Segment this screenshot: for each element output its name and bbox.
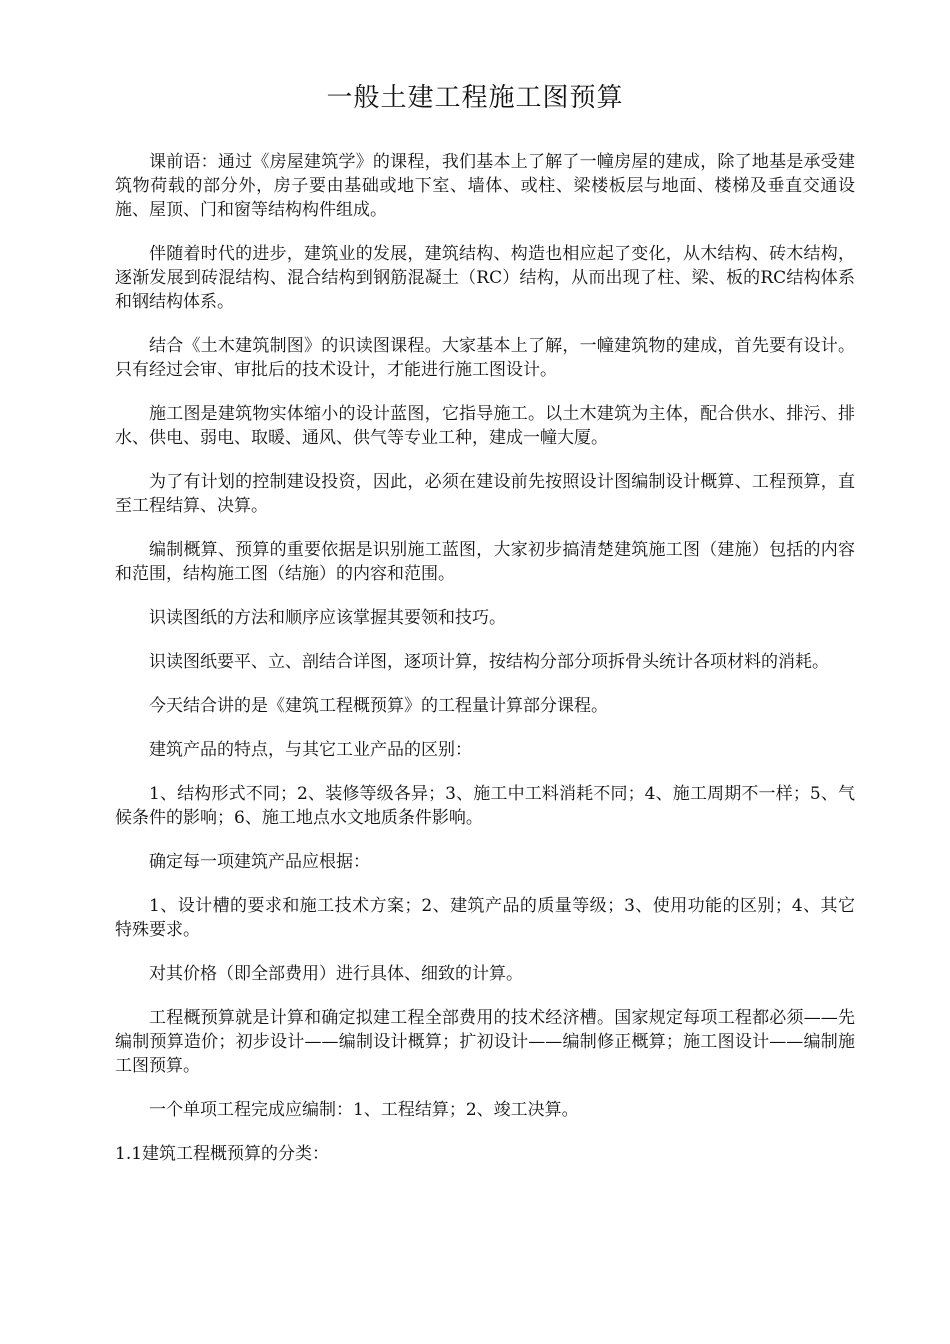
paragraph-settlement: 一个单项工程完成应编制：1、工程结算；2、竣工决算。 — [149, 1100, 579, 1120]
paragraph-construction-drawings: 施工图是建筑物实体缩小的设计蓝图，它指导施工。以土木建筑为主体，配合供水、排污、排水、供电、弱电、取暖、通风、供气等专业工种，建成一幢大厦。 — [115, 404, 855, 448]
paragraph-course-topic: 今天结合讲的是《建筑工程概预算》的工程量计算部分课程。 — [149, 696, 608, 716]
paragraph-budget-basis: 编制概算、预算的重要依据是识别施工蓝图，大家初步搞清楚建筑施工图（建施）包括的内容和范围，结构施工图（结施）的内容和范围。 — [115, 540, 855, 584]
section-heading: 1.1建筑工程概预算的分类： — [115, 1144, 330, 1164]
paragraph-structure-evolution: 伴随着时代的进步，建筑业的发展，建筑结构、构造也相应起了变化，从木结构、砖木结构，逐渐发展到砖混结构、混合结构到钢筋混凝土（RC）结构，从而出现了柱、梁、板的RC结构体系和钢结构体系。 — [115, 244, 855, 312]
paragraph-design: 结合《土木建筑制图》的识读图课程。大家基本上了解，一幢建筑物的建成，首先要有设计。只有经过会审、审批后的技术设计，才能进行施工图设计。 — [115, 336, 855, 380]
paragraph-reading-method: 识读图纸的方法和顺序应该掌握其要领和技巧。 — [149, 608, 506, 628]
paragraph-intro: 课前语：通过《房屋建筑学》的课程，我们基本上了解了一幢房屋的建成，除了地基是承受建筑物荷载的部分外，房子要由基础或地下室、墙体、或柱、梁楼板层与地面、楼梯及垂直交通设施、屋顶、门和窗等结构构件组成。 — [115, 152, 855, 220]
paragraph-estimate-definition: 工程概预算就是计算和确定拟建工程全部费用的技术经济槽。国家规定每项工程都必须——先编制预算造价；初步设计——编制设计概算；扩初设计——编制修正概算；施工图设计——编制施工图预算。 — [115, 1008, 855, 1076]
paragraph-determine-basis: 确定每一项建筑产品应根据： — [149, 852, 370, 872]
paragraph-basis-list: 1、设计槽的要求和施工技术方案；2、建筑产品的质量等级；3、使用功能的区别；4、其它特殊要求。 — [115, 896, 855, 940]
document-title: 一般土建工程施工图预算 — [326, 83, 624, 113]
paragraph-investment-control: 为了有计划的控制建设投资，因此，必须在建设前先按照设计图编制设计概算、工程预算，直至工程结算、决算。 — [115, 472, 855, 516]
document-body — [115, 150, 855, 1186]
paragraph-feature-list: 1、结构形式不同；2、装修等级各异；3、施工中工料消耗不同；4、施工周期不一样；5、气候条件的影响；6、施工地点水文地质条件影响。 — [115, 784, 855, 828]
paragraph-price-calculation: 对其价格（即全部费用）进行具体、细致的计算。 — [149, 964, 523, 984]
paragraph-reading-drawings: 识读图纸要平、立、剖结合详图，逐项计算，按结构分部分项拆骨头统计各项材料的消耗。 — [149, 652, 829, 672]
paragraph-product-features: 建筑产品的特点，与其它工业产品的区别： — [149, 740, 472, 760]
